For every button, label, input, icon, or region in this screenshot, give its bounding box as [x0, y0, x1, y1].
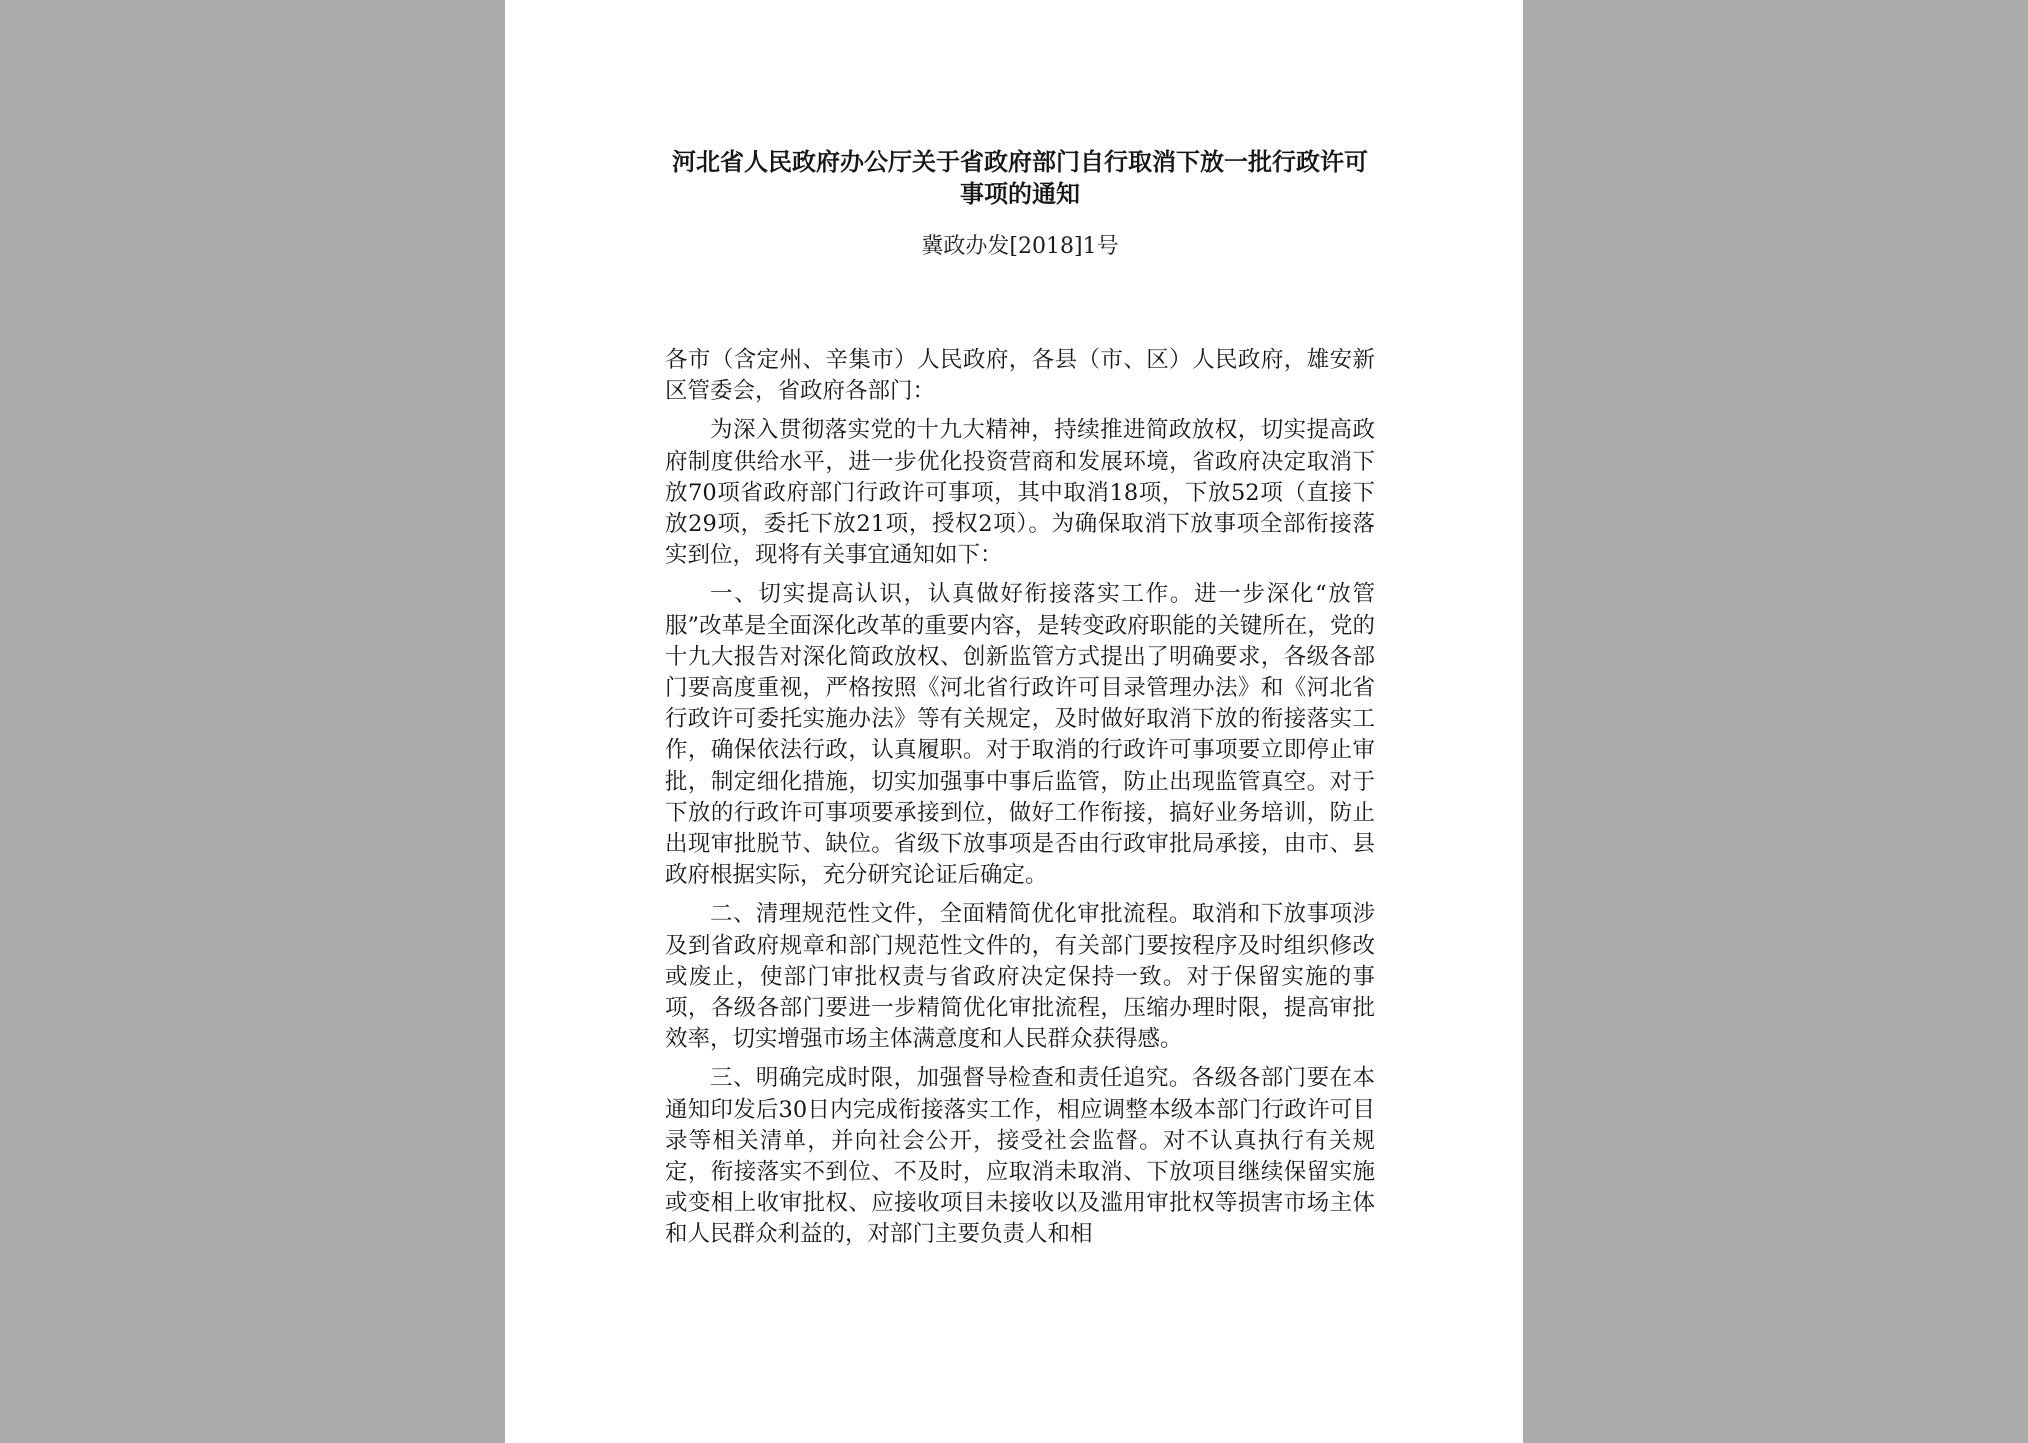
document-body: [665, 345, 1375, 1259]
paragraph-section-2: 二、清理规范性文件，全面精简优化审批流程。取消和下放事项涉及到省政府规章和部门规范性文件的，有关部门要按程序及时组织修改或废止，使部门审批权责与省政府决定保持一致。对于保留实施的事项，各级各部门要进一步精简优化审批流程，压缩办理时限，提高审批效率，切实增强市场主体满意度和人民群众获得感。: [665, 901, 1375, 1053]
paragraph-section-3: 三、明确完成时限，加强督导检查和责任追究。各级各部门要在本通知印发后30日内完成衔接落实工作，相应调整本级本部门行政许可目录等相关清单，并向社会公开，接受社会监督。对不认真执行有关规定，衔接落实不到位、不及时，应取消未取消、下放项目继续保留实施或变相上收审批权、应接收项目未接收以及滥用审批权等损害市场主体和人民群众利益的，对部门主要负责人和相: [665, 1065, 1375, 1248]
paragraph-intro: 为深入贯彻落实党的十九大精神，持续推进简政放权，切实提高政府制度供给水平，进一步优化投资营商和发展环境，省政府决定取消下放70项省政府部门行政许可事项，其中取消18项，下放52项（直接下放29项，委托下放21项，授权2项）。为确保取消下放事项全部衔接落实到位，现将有关事宜通知如下：: [665, 417, 1375, 569]
document-title: 河北省人民政府办公厅关于省政府部门自行取消下放一批行政许可事项的通知: [672, 147, 1368, 208]
document-number: 冀政办发[2018]1号: [921, 234, 1119, 259]
paragraph-section-1: 一、切实提高认识，认真做好衔接落实工作。进一步深化“放管服”改革是全面深化改革的重要内容，是转变政府职能的关键所在，党的十九大报告对深化简政放权、创新监管方式提出了明确要求，各级各部门要高度重视，严格按照《河北省行政许可目录管理办法》和《河北省行政许可委托实施办法》等有关规定，及时做好取消下放的衔接落实工作，确保依法行政，认真履职。对于取消的行政许可事项要立即停止审批，制定细化措施，切实加强事中事后监管，防止出现监管真空。对于下放的行政许可事项要承接到位，做好工作衔接，搞好业务培训，防止出现审批脱节、缺位。省级下放事项是否由行政审批局承接，由市、县政府根据实际，充分研究论证后确定。: [665, 581, 1375, 889]
document-page: [505, 0, 1523, 1443]
addressee: 各市（含定州、辛集市）人民政府，各县（市、区）人民政府，雄安新区管委会，省政府各部门：: [665, 347, 1375, 405]
